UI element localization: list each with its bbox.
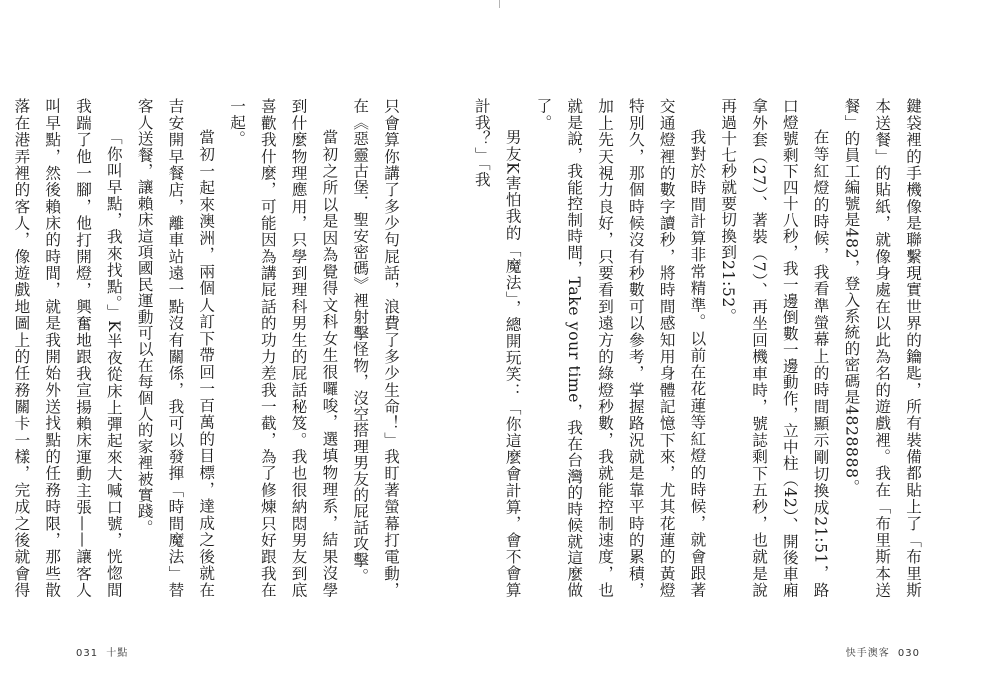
paragraph: 男友K害怕我的「魔法」，總開玩笑：「你這麼會計算，會不會算計我？」「我 [472,98,522,598]
paragraph: 只會算你講了多少句屁話，浪費了多少生命！」我盯著螢幕打電動，在《惡靈古堡．聖安密碼》裡射擊怪物，沒空搭理男友的屁話攻擊。 [351,98,400,598]
page-number: 031 [76,648,99,659]
paragraph: 鍵袋裡的手機像是聯繫現實世界的鑰匙，所有裝備都貼上了「布里斯本送餐」的貼紙，就像身處在以此為名的遊戲裡。我在「布里斯本送餐」的員工編號是482，登入系統的密碼是4828888。 [842,98,922,598]
paragraph: 我對於時間計算非常精準。以前在花蓮等紅燈的時候，就會跟著交通燈裡的數字讀秒，將時間感知用身體記憶下來，尤其花蓮的黃燈特別久，那個時候沒有秒數可以參考，掌握路況就是靠平時的累積，加上先天視力良好，只要看到遠方的綠燈秒數，我就能控制速度，也就是說，我能控制時間，Take your time，我在台灣的時候就這麼做了。 [534,98,707,598]
paragraph: 在等紅燈的時候，我看準螢幕上的時間顯示剛切換成21:51，路口燈號剩下四十八秒，我一邊倒數一邊動作，立中柱（42）、開後車廂拿外套（27）、著裝（7）、再坐回機車時，號誌剩下五秒，也就是說再過十七秒就要切換到21:52。 [719,98,830,598]
right-page-text [472,98,928,598]
paragraph: 當初一起來澳洲，兩個人訂下帶回一百萬的目標，達成之後就在吉安開早餐店，離車站遠一點沒有關係，我可以發揮「時間魔法」替客人送餐，讓賴床這項國民運動可以在每個人的家裡被實踐。 [135,98,216,598]
left-page-text [12,98,406,598]
paragraph: 當初之所以是因為覺得文科女生很囉唆，選填物理系，結果沒學到什麼物理應用，只學到理科男生的屁話秘笈。我也很納悶男友到底喜歡我什麼，可能因為講屁話的功力差我一截，為了修煉只好跟我在一起。 [228,98,339,598]
paragraph: 「你叫早點，我來找點。」K半夜從床上彈起來大喊口號，恍惚間我踹了他一腳，他打開燈，興奮地跟我宣揚賴床運動主張——讓客人叫早點，然後賴床的時間，就是我開始外送找點的任務時限，那些散落在港弄裡的客人，像遊戲地圖上的任務關卡一樣，完成之後就會得 [12,98,123,598]
running-title: 十點 [106,648,129,659]
right-folio [846,644,924,659]
right-page [472,0,1000,696]
running-title: 快手澳客 [845,648,890,659]
page-number: 030 [897,648,920,659]
left-folio [76,644,132,659]
